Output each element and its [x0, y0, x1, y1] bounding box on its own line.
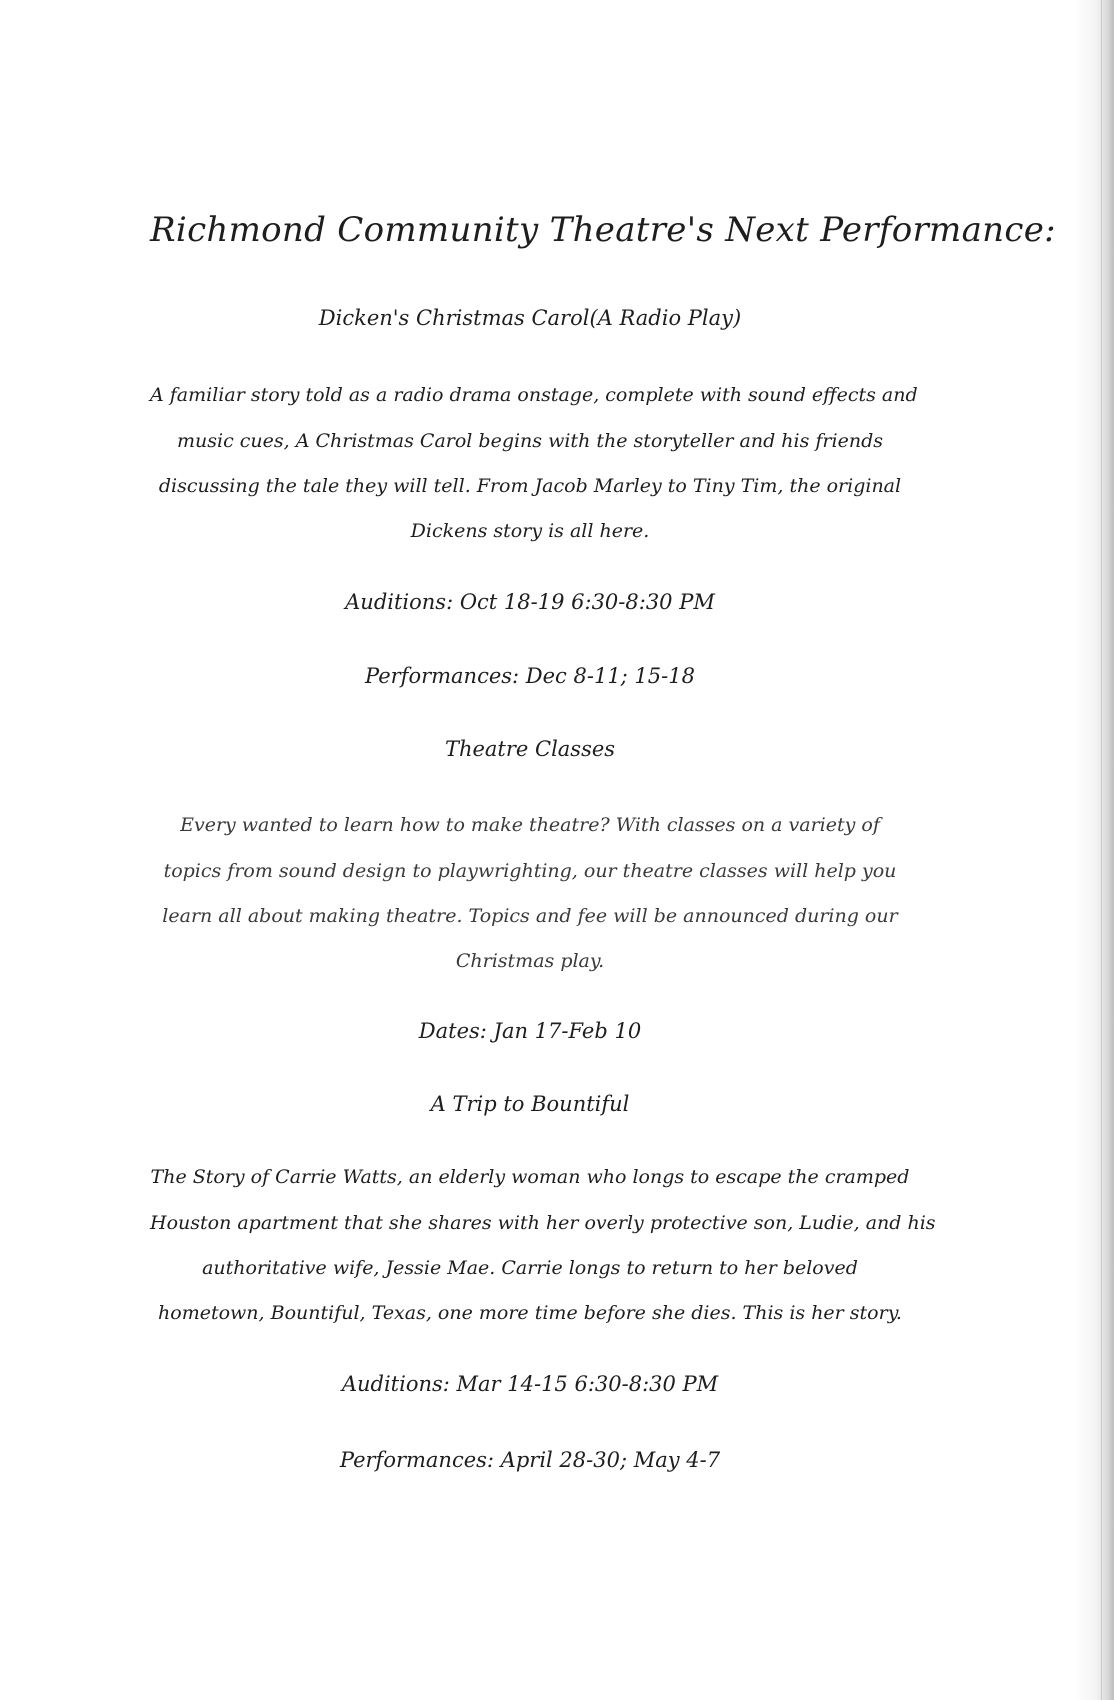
section-heading-trip-to-bountiful: A Trip to Bountiful [430, 1092, 630, 1116]
page-edge-shadow [1074, 0, 1114, 1700]
description-line: discussing the tale they will tell. From Jacob Marley to Tiny Tim, the original [158, 475, 902, 497]
description-line: learn all about making theatre. Topics and fee will be announced during our [162, 905, 898, 927]
description-line: Dickens story is all here. [410, 520, 650, 542]
section-heading-christmas-carol: Dicken's Christmas Carol(A Radio Play) [318, 306, 742, 330]
auditions-info: Auditions: Mar 14-15 6:30-8:30 PM [341, 1372, 719, 1396]
page-title: Richmond Community Theatre's Next Performance: [150, 210, 1056, 250]
auditions-info: Auditions: Oct 18-19 6:30-8:30 PM [345, 590, 715, 614]
page-edge-line [1101, 0, 1102, 1700]
description-line: Every wanted to learn how to make theatre? With classes on a variety of [180, 814, 880, 836]
description-line: Houston apartment that she shares with her overly protective son, Ludie, and his [150, 1212, 936, 1234]
section-heading-theatre-classes: Theatre Classes [444, 737, 616, 761]
dates-info: Dates: Jan 17-Feb 10 [418, 1019, 642, 1043]
description-line: The Story of Carrie Watts, an elderly woman who longs to escape the cramped [150, 1166, 910, 1188]
description-line: topics from sound design to playwrighting, our theatre classes will help you [163, 860, 897, 882]
description-line: A familiar story told as a radio drama onstage, complete with sound effects and [150, 384, 918, 406]
performances-info: Performances: Dec 8-11; 15-18 [365, 664, 695, 688]
description-line: Christmas play. [455, 950, 605, 972]
description-line: music cues, A Christmas Carol begins with the storyteller and his friends [176, 430, 883, 452]
performances-info: Performances: April 28-30; May 4-7 [339, 1448, 721, 1472]
description-line: hometown, Bountiful, Texas, one more time before she dies. This is her story. [158, 1302, 902, 1324]
description-line: authoritative wife, Jessie Mae. Carrie longs to return to her beloved [202, 1257, 858, 1279]
